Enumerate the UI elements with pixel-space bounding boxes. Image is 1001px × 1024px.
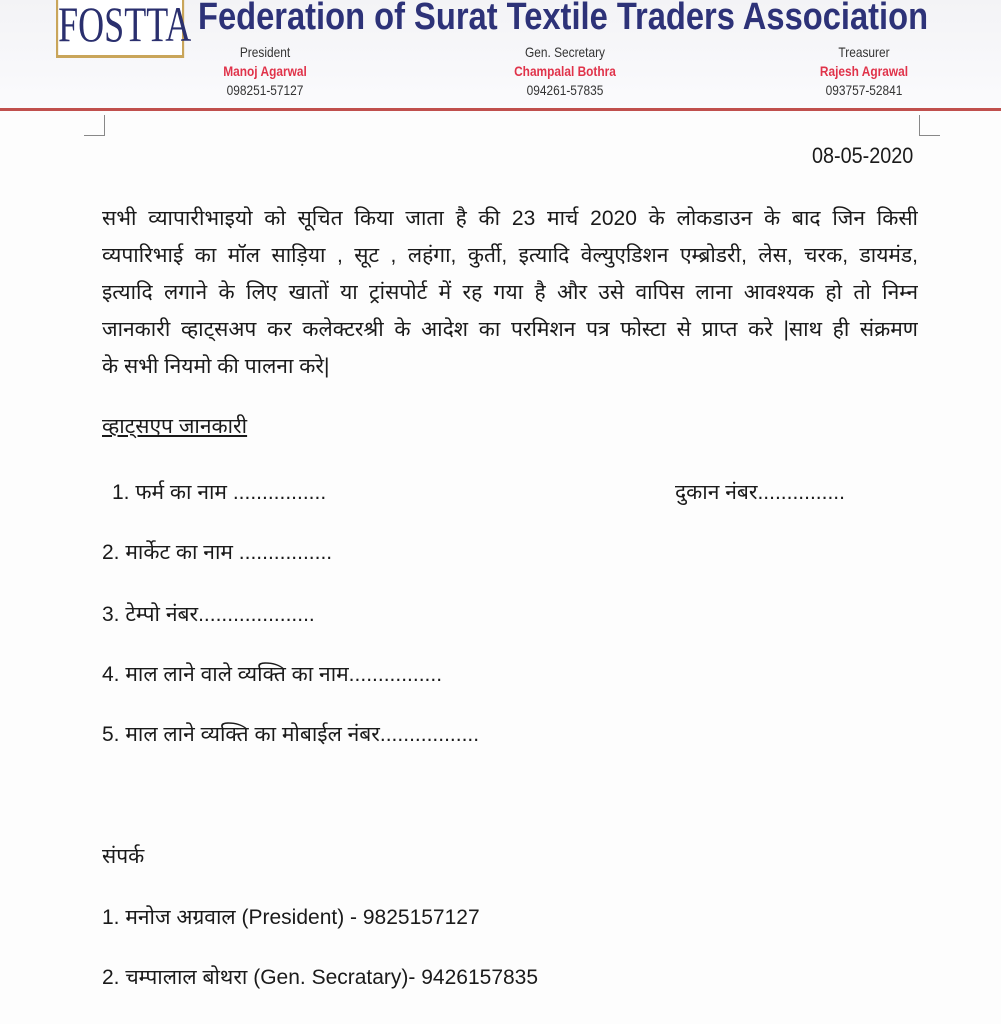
field-tempo-number: 3. टेम्पो नंबर.................... (102, 603, 315, 626)
officer-role: President (239, 44, 291, 60)
paragraph-line: सभी व्यापारीभाइयो को सूचित किया जाता है की 23 मार्च 2020 के लोकडाउन के बाद जिन किसी (102, 207, 918, 230)
fostta-logo: FOSTTA (56, 0, 184, 58)
paragraph-line: व्यपारिभाई का मॉल साड़िया , सूट , लहंगा, कुर्ती, इत्यादि वेल्युएडिशन एम्ब्रोडरी, लेस, चरक, डायमंड, (102, 244, 918, 267)
field-shop-number: दुकान नंबर............... (675, 481, 845, 504)
officer-name: Rajesh Agrawal (819, 63, 909, 79)
contact-heading: संपर्क (102, 845, 145, 868)
paragraph-line: इत्यादि लगाने के लिए खातों या ट्रांसपोर्ट में रह गया है और उसे वापिस लाना आवश्यक हो तो निम्न (102, 281, 918, 304)
officer-phone: 094261-57835 (526, 82, 604, 98)
field-market-name: 2. मार्केट का नाम ................ (102, 541, 333, 564)
margin-mark (84, 115, 105, 136)
letterhead (0, 0, 1001, 110)
contact-item: 1. मनोज अग्रवाल (President) - 9825157127 (102, 906, 480, 929)
officer-president (180, 43, 350, 100)
field-person-mobile: 5. माल लाने व्यक्ति का मोबाईल नंबर................. (102, 723, 480, 746)
officer-phone: 098251-57127 (226, 82, 304, 98)
officer-name: Manoj Agarwal (223, 63, 307, 79)
paragraph-line: जानकारी व्हाट्सअप कर कलेक्टरश्री के आदेश का परमिशन पत्र फोस्टा से प्राप्त करे |साथ ही संक्रमण (102, 318, 918, 341)
officer-phone: 093757-52841 (825, 82, 903, 98)
field-person-name: 4. माल लाने वाले व्यक्ति का नाम................ (102, 663, 443, 686)
officer-gen-secretary (480, 43, 650, 100)
organization-title: Federation of Surat Textile Traders Association (198, 0, 929, 38)
margin-mark (919, 115, 940, 136)
notice-paragraph (102, 200, 918, 385)
header-divider (0, 108, 1001, 111)
officer-role: Treasurer (838, 44, 890, 60)
letter-date: 08-05-2020 (812, 143, 914, 168)
paragraph-line: के सभी नियमो की पालना करे| (102, 355, 330, 378)
contact-item: 2. चम्पालाल बोथरा (Gen. Secratary)- 9426157835 (102, 966, 539, 989)
officer-name: Champalal Bothra (514, 63, 616, 79)
officer-treasurer (779, 43, 949, 100)
whatsapp-heading: व्हाट्सएप जानकारी (102, 415, 248, 438)
officer-role: Gen. Secretary (524, 44, 606, 60)
field-firm-name: 1. फर्म का नाम ................ (112, 481, 327, 504)
